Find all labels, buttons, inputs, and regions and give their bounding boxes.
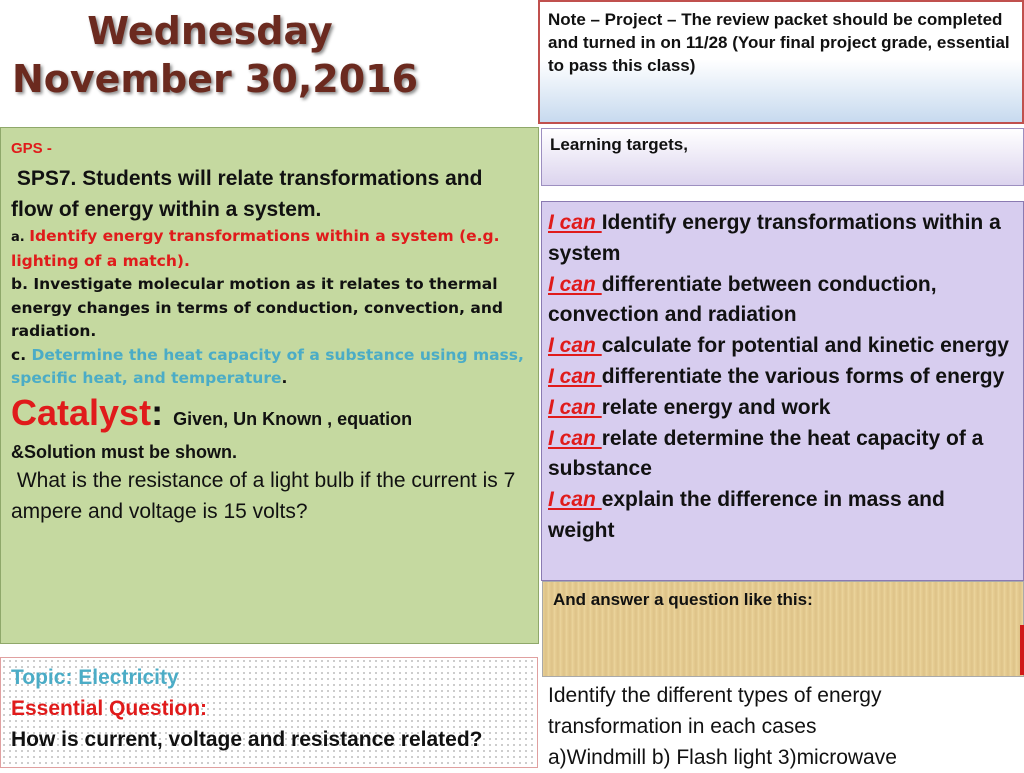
i-can-label: I can <box>548 211 602 234</box>
target-item <box>548 424 1017 486</box>
learning-targets-header <box>541 128 1024 186</box>
catalyst-colon: : <box>151 391 174 433</box>
target-text: explain the difference in mass and weight <box>548 488 945 542</box>
standard-sps7 <box>11 163 528 225</box>
target-item <box>548 331 1017 362</box>
catalyst-line <box>11 391 528 439</box>
title-date: November 30,2016 <box>11 57 419 101</box>
answer-box-edge-mark <box>1020 625 1024 675</box>
project-note-text: Note – Project – The review packet should be completed and turned in on 11/28 (Your final project grade, essential to pass this class) <box>548 10 1010 75</box>
target-text: calculate for potential and kinetic energy <box>601 334 1009 358</box>
i-can-label: I can <box>548 334 602 358</box>
target-item <box>548 393 1017 424</box>
identify-line-1: Identify the different types of energy <box>548 684 882 707</box>
title-day: Wednesday <box>87 9 333 53</box>
gps-label: GPS - <box>11 140 52 157</box>
standard-a <box>11 225 528 273</box>
i-can-label: I can <box>548 488 602 512</box>
target-text: Identify energy transformations within a system <box>548 211 1001 265</box>
catalyst-label: Catalyst <box>11 391 152 433</box>
target-text: relate energy and work <box>601 395 831 419</box>
i-can-label: I can <box>548 364 602 388</box>
slide-title <box>0 8 420 104</box>
standard-c-letter: c. <box>11 345 32 364</box>
standard-c-period: . <box>281 369 288 387</box>
standard-sps7-text: SPS7. Students will relate transformations and flow of energy within a system. <box>11 167 483 221</box>
i-can-label: I can <box>548 395 602 419</box>
i-can-label: I can <box>548 426 602 450</box>
answer-question-box <box>542 581 1024 677</box>
identify-question <box>540 680 1024 768</box>
catalyst-question <box>11 465 528 527</box>
identify-line-3: a)Windmill b) Flash light 3)microwave <box>548 746 897 769</box>
target-item <box>548 362 1017 393</box>
catalyst-solution: &Solution must be shown. <box>11 441 237 462</box>
essential-question-label: Essential Question: <box>11 697 208 720</box>
standard-a-text: Identify energy transformations within a system (e.g. lighting of a match). <box>11 227 500 270</box>
catalyst-question-text: What is the resistance of a light bulb if the current is 7 ampere and voltage is 15 volts? <box>11 468 516 523</box>
target-item <box>548 270 1017 332</box>
project-note-box <box>538 0 1024 124</box>
standard-b: b. Investigate molecular motion as it relates to thermal energy changes in terms of conduction, convection, and radiation. <box>11 275 503 340</box>
target-text: differentiate the various forms of energy <box>601 364 1005 388</box>
target-item <box>548 485 1017 547</box>
learning-targets-list <box>541 201 1024 581</box>
essential-question-text: How is current, voltage and resistance related? <box>11 728 483 751</box>
target-text: differentiate between conduction, convection and radiation <box>548 272 937 327</box>
standard-a-letter: a. <box>11 230 30 245</box>
standard-c-text: Determine the heat capacity of a substance using mass, specific heat, and temperature <box>11 345 524 387</box>
standard-c <box>11 344 528 391</box>
target-text: relate determine the heat capacity of a substance <box>548 426 984 481</box>
gps-standards-box <box>0 127 539 644</box>
learning-targets-heading: Learning targets, <box>550 135 688 154</box>
i-can-label: I can <box>548 272 602 296</box>
topic-title: Topic: Electricity <box>11 666 179 689</box>
answer-question-text: And answer a question like this: <box>553 590 813 609</box>
topic-box <box>0 657 538 768</box>
target-item <box>548 208 1017 270</box>
catalyst-given: Given, Un Known , equation <box>173 408 413 429</box>
identify-line-2: transformation in each cases <box>548 715 817 738</box>
